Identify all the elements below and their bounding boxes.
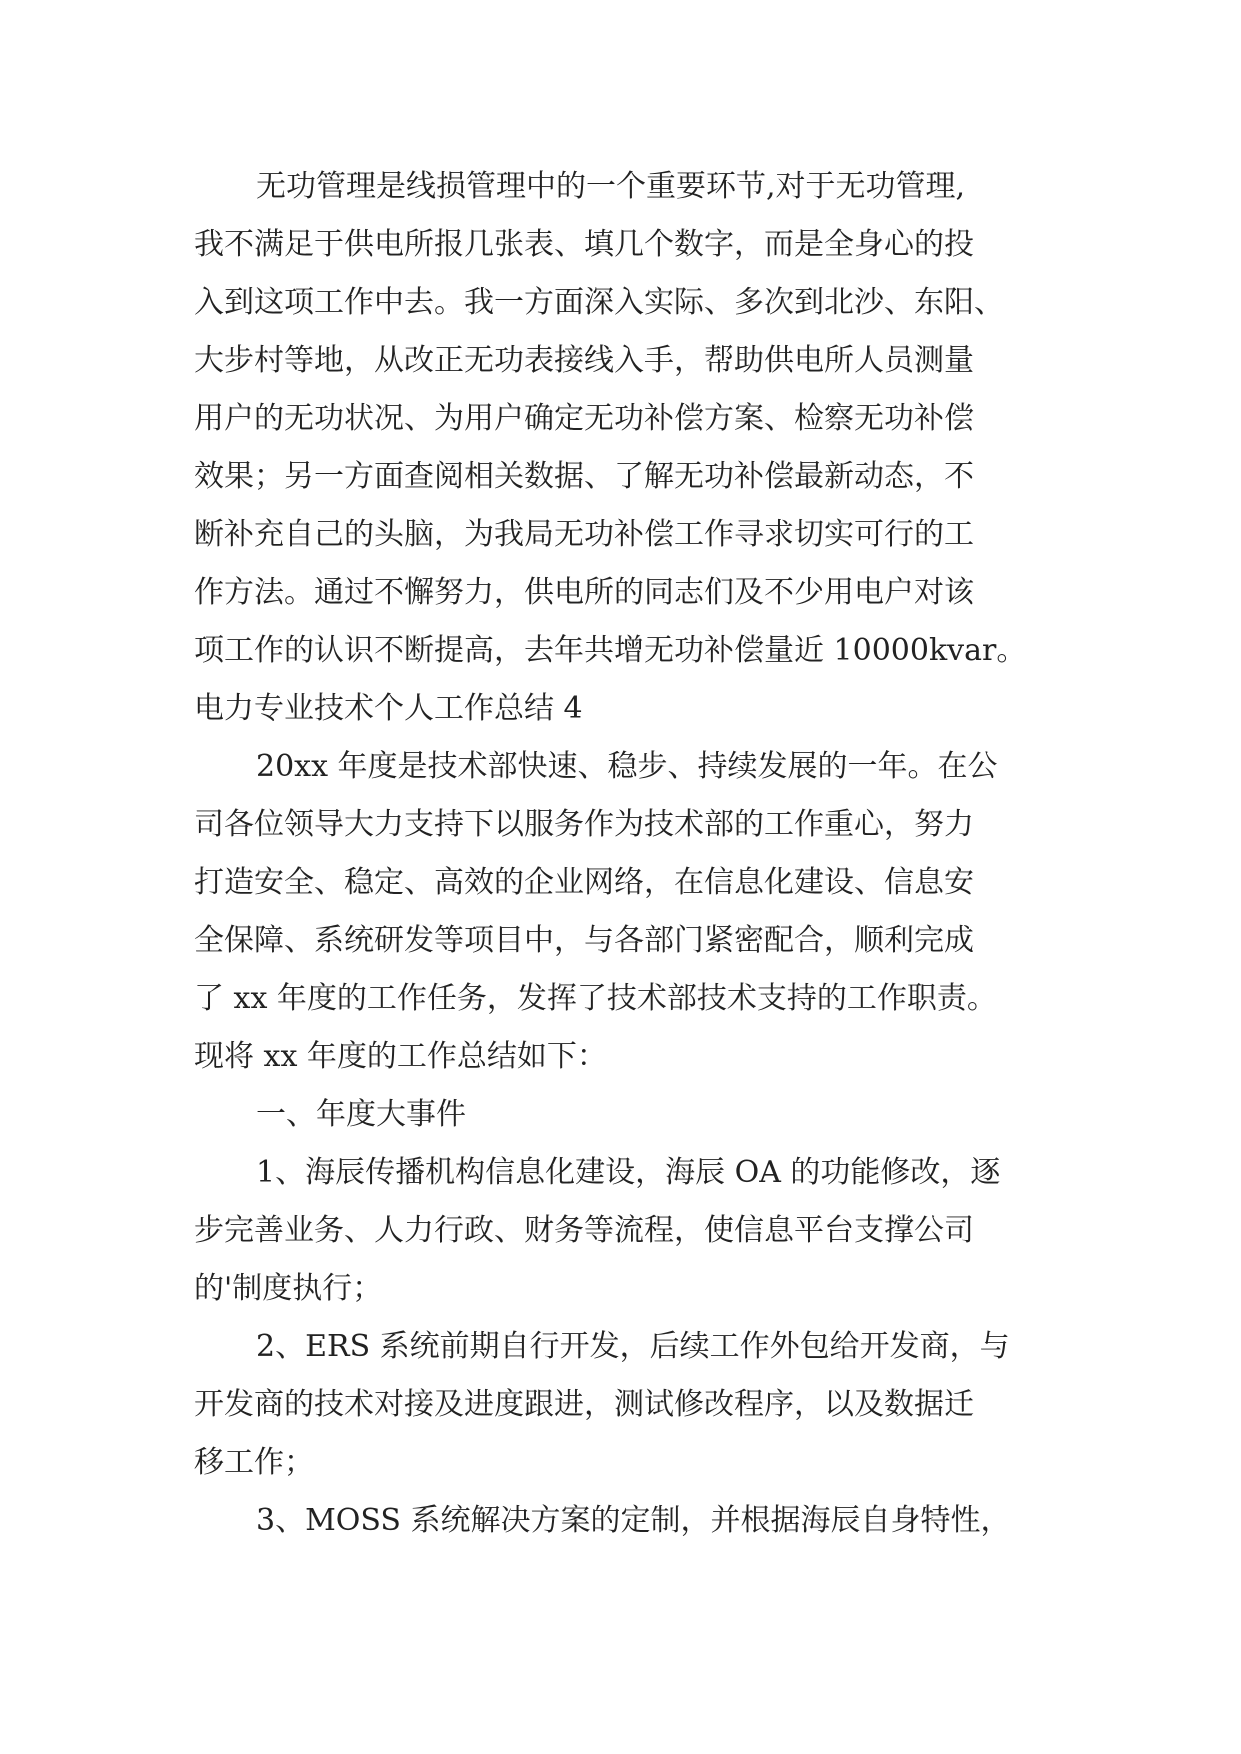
text-line: 大步村等地，从改正无功表接线入手，帮助供电所人员测量 <box>194 343 974 378</box>
list-item-line: 步完善业务、人力行政、财务等流程，使信息平台支撑公司 <box>194 1213 974 1248</box>
list-item-line: 2、ERS 系统前期自行开发，后续工作外包给开发商，与 <box>256 1329 1010 1364</box>
text-line: 全保障、系统研发等项目中，与各部门紧密配合，顺利完成 <box>194 923 974 958</box>
text-line: 了 xx 年度的工作任务，发挥了技术部技术支持的工作职责。 <box>194 981 997 1016</box>
text-line: 作方法。通过不懈努力，供电所的同志们及不少用电户对该 <box>194 575 974 610</box>
list-item-line: 的'制度执行； <box>194 1271 383 1306</box>
text-line: 20xx 年度是技术部快速、稳步、持续发展的一年。在公 <box>256 749 998 784</box>
list-item-line: 1、海辰传播机构信息化建设，海辰 OA 的功能修改，逐 <box>256 1155 1001 1190</box>
list-item-line: 3、MOSS 系统解决方案的定制，并根据海辰自身特性， <box>256 1503 1011 1538</box>
text-line: 司各位领导大力支持下以服务作为技术部的工作重心，努力 <box>194 807 974 842</box>
text-line: 用户的无功状况、为用户确定无功补偿方案、检察无功补偿 <box>194 401 974 436</box>
text-line: 断补充自己的头脑，为我局无功补偿工作寻求切实可行的工 <box>194 517 974 552</box>
document-body <box>194 158 1074 1550</box>
text-line: 我不满足于供电所报几张表、填几个数字，而是全身心的投 <box>194 227 974 262</box>
text-line: 打造安全、稳定、高效的企业网络，在信息化建设、信息安 <box>194 865 974 900</box>
text-line: 无功管理是线损管理中的一个重要环节,对于无功管理, <box>256 169 966 204</box>
subsection-heading: 一、年度大事件 <box>256 1097 466 1132</box>
list-item-line: 开发商的技术对接及进度跟进，测试修改程序，以及数据迁 <box>194 1387 974 1422</box>
text-line: 项工作的认识不断提高，去年共增无功补偿量近 10000kvar。 <box>194 633 1027 668</box>
section-heading: 电力专业技术个人工作总结 4 <box>194 691 583 726</box>
text-line: 入到这项工作中去。我一方面深入实际、多次到北沙、东阳、 <box>194 285 1004 320</box>
list-item-line: 移工作； <box>194 1445 314 1480</box>
text-line: 效果；另一方面查阅相关数据、了解无功补偿最新动态，不 <box>194 459 974 494</box>
text-line: 现将 xx 年度的工作总结如下： <box>194 1039 607 1074</box>
